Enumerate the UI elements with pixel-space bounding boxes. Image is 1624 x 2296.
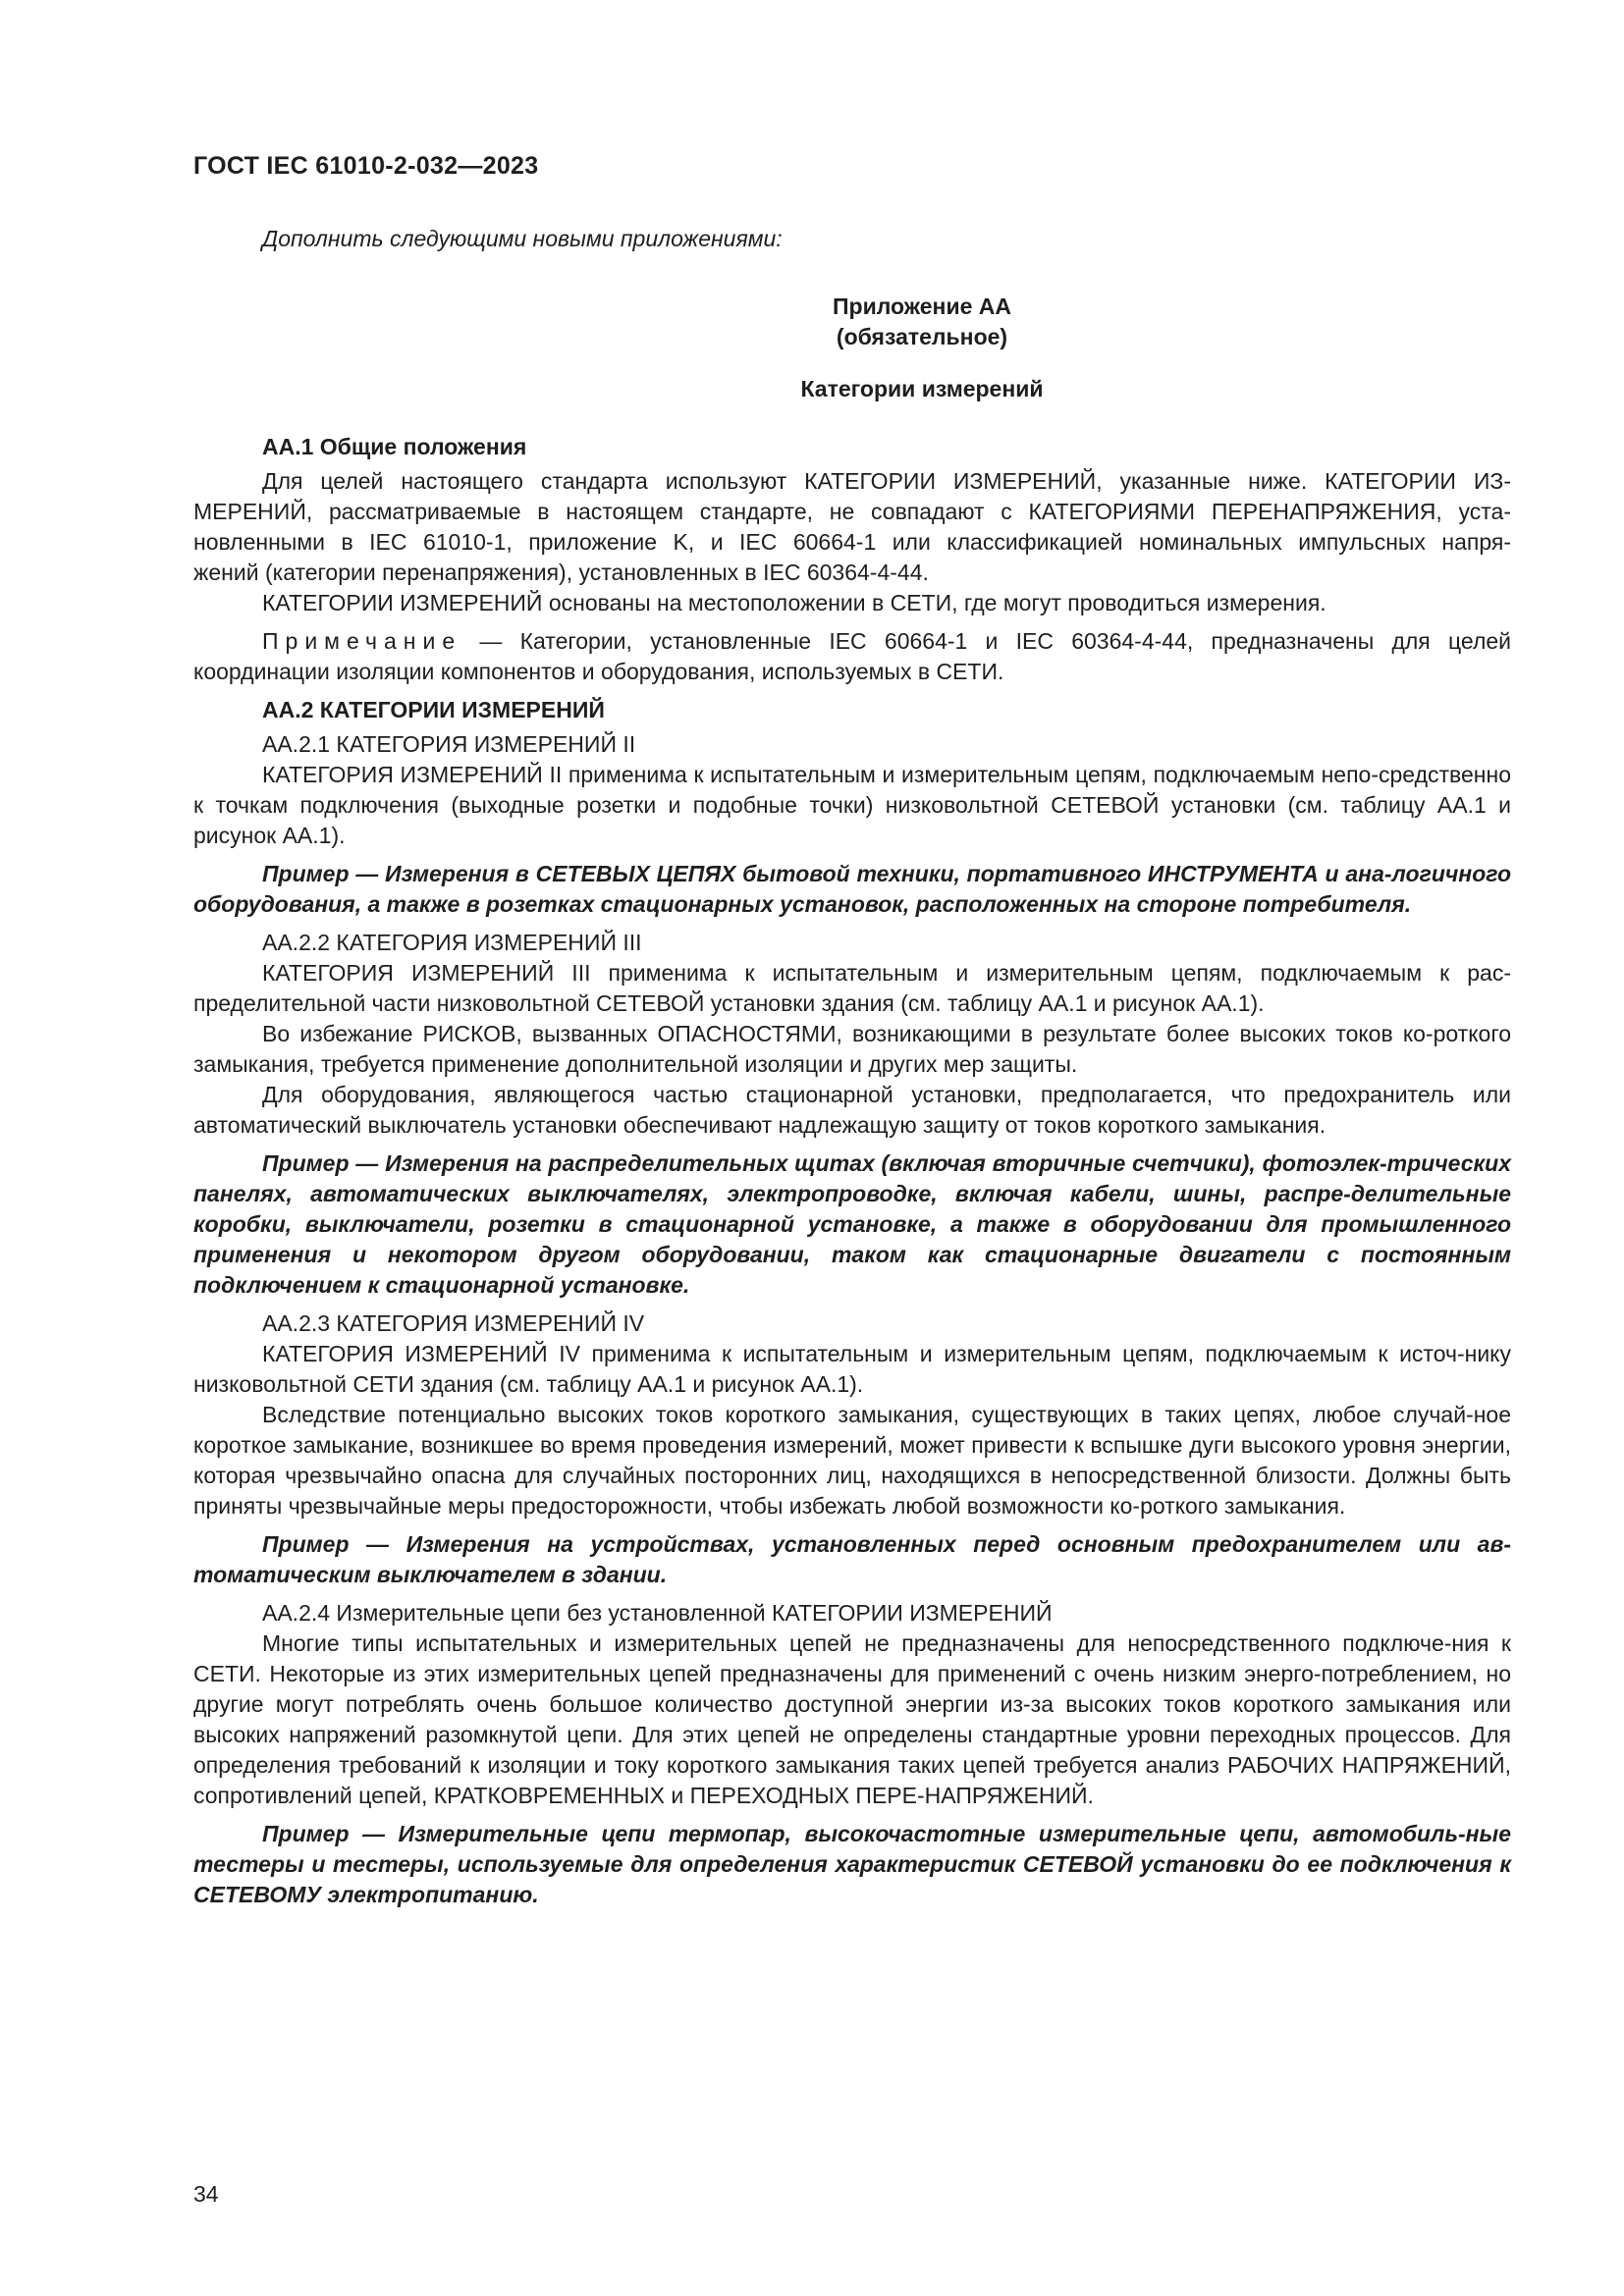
aa1-p1-line-3: новленными в IEC 61010-1, приложение K, и IEC 60664-1 или классификацией номинальных импульсных напря-: [193, 529, 1511, 555]
aa2-2-paragraph-1: КАТЕГОРИЯ ИЗМЕРЕНИЙ III применима к испытательным и измерительным цепям, подключаемым к рас-пределительной части низковольтной СЕТЕВОЙ установки здания (см. таблицу АА.1 и рисунок АА.1).: [193, 960, 1511, 1016]
aa1-p1-line-1: Для целей настоящего стандарта используют КАТЕГОРИИ ИЗМЕРЕНИЙ, указанные ниже. КАТЕГОРИИ ИЗ-: [262, 468, 1511, 494]
subsection-title-aa2-3: АА.2.3 КАТЕГОРИЯ ИЗМЕРЕНИЙ IV: [262, 1310, 645, 1336]
aa2-1-paragraph-1: КАТЕГОРИЯ ИЗМЕРЕНИЙ II применима к испытательным и измерительным цепям, подключаемым непо-средственно к точкам подключения (выходные розетки и подобные точки) низковольтной СЕТЕВОЙ установки (см. таблицу АА.1 и рисунок АА.1).: [193, 762, 1511, 848]
note-label: Примечание: [262, 628, 462, 654]
subsection-title-aa2-2: АА.2.2 КАТЕГОРИЯ ИЗМЕРЕНИЙ III: [262, 930, 642, 955]
note-text: — Категории, установленные IEC 60664-1 и IEC 60364-4-44, предназначены для целей координации изоляции компонентов и оборудования, используемых в СЕТИ.: [193, 628, 1511, 684]
subsection-title-aa2-1: АА.2.1 КАТЕГОРИЯ ИЗМЕРЕНИЙ II: [262, 731, 636, 757]
aa2-3-example: Пример — Измерения на устройствах, установленных перед основным предохранителем или ав-томатическим выключателем в здании.: [193, 1531, 1511, 1587]
aa2-1-example: Пример — Измерения в СЕТЕВЫХ ЦЕПЯХ бытовой техники, портативного ИНСТРУМЕНТА и ана-логичного оборудования, а также в розетках стационарных установок, расположенных на стороне потребителя.: [193, 861, 1511, 917]
aa2-2-example: Пример — Измерения на распределительных щитах (включая вторичные счетчики), фотоэлек-трических панелях, автоматических выключателях, электропроводке, включая кабели, шины, распре-делительные коробки, выключатели, розетки в стационарной установке, а также в оборудовании для промышленного применения и некотором другом оборудовании, таком как стационарные двигатели с постоянным подключением к стационарной установке.: [193, 1150, 1511, 1298]
page-content: [193, 224, 1511, 1918]
aa2-2-paragraph-2: Во избежание РИСКОВ, вызванных ОПАСНОСТЯМИ, возникающими в результате более высоких токов ко-роткого замыкания, требуется применение дополнительной изоляции и других мер защиты.: [193, 1021, 1511, 1077]
document-code-header: ГОСТ IEC 61010-2-032—2023: [193, 152, 539, 180]
aa1-p1-line-2: МЕРЕНИЙ, рассматриваемые в настоящем стандарте, не совпадают с КАТЕГОРИЯМИ ПЕРЕНАПРЯЖЕНИЯ, уста-: [193, 499, 1511, 524]
annex-title: Приложение АА: [832, 294, 1011, 319]
aa2-3-paragraph-2: Вследствие потенциально высоких токов короткого замыкания, существующих в таких цепях, любое случай-ное короткое замыкание, возникшее во время проведения измерений, может привести к вспышке дуги высокого уровня энергии, которая чрезвычайно опасна для случайных посторонних лиц, находящихся в непосредственной близости. Должны быть приняты чрезвычайные меры предосторожности, чтобы избежать любой возможности ко-роткого замыкания.: [193, 1402, 1511, 1519]
aa2-2-paragraph-3: Для оборудования, являющегося частью стационарной установки, предполагается, что предохранитель или автоматический выключатель установки обеспечивают надлежащую защиту от токов короткого замыкания.: [193, 1082, 1511, 1138]
aa2-4-paragraph-1: Многие типы испытательных и измерительных цепей не предназначены для непосредственного подключе-ния к СЕТИ. Некоторые из этих измерительных цепей предназначены для применений с очень низким энерго-потреблением, но другие могут потреблять очень большое количество доступной энергии из-за высоких токов короткого замыкания или высоких напряжений разомкнутой цепи. Для этих цепей не определены стандартные уровни переходных процессов. Для определения требований к изоляции и току короткого замыкания таких цепей требуется анализ РАБОЧИХ НАПРЯЖЕНИЙ, сопротивлений цепей, КРАТКОВРЕМЕННЫХ и ПЕРЕХОДНЫХ ПЕРЕ-НАПРЯЖЕНИЙ.: [193, 1630, 1511, 1808]
intro-text: Дополнить следующими новыми приложениями:: [262, 226, 783, 251]
subsection-title-aa2-4: АА.2.4 Измерительные цепи без установленной КАТЕГОРИИ ИЗМЕРЕНИЙ: [262, 1600, 1053, 1626]
aa2-3-paragraph-1: КАТЕГОРИЯ ИЗМЕРЕНИЙ IV применима к испытательным и измерительным цепям, подключаемым к источ-нику низковольтной СЕТИ здания (см. таблицу АА.1 и рисунок АА.1).: [193, 1341, 1511, 1397]
page-number: 34: [193, 2181, 219, 2207]
aa1-paragraph-1: [193, 466, 1511, 588]
aa1-p1-line-4: жений (категории перенапряжения), установленных в IEC 60364-4-44.: [193, 560, 929, 585]
section-title-aa1: АА.1 Общие положения: [262, 434, 527, 459]
section-title-aa2: АА.2 КАТЕГОРИИ ИЗМЕРЕНИЙ: [262, 697, 605, 722]
annex-heading: Категории измерений: [800, 376, 1044, 401]
aa1-paragraph-2: КАТЕГОРИИ ИЗМЕРЕНИЙ основаны на местоположении в СЕТИ, где могут проводиться измерения.: [262, 590, 1326, 615]
annex-status: (обязательное): [836, 324, 1008, 349]
aa1-note: [193, 626, 1511, 687]
aa2-4-example: Пример — Измерительные цепи термопар, высокочастотные измерительные цепи, автомобиль-ные тестеры и тестеры, используемые для определения характеристик СЕТЕВОЙ установки до ее подключения к СЕТЕВОМУ электропитанию.: [193, 1821, 1511, 1907]
